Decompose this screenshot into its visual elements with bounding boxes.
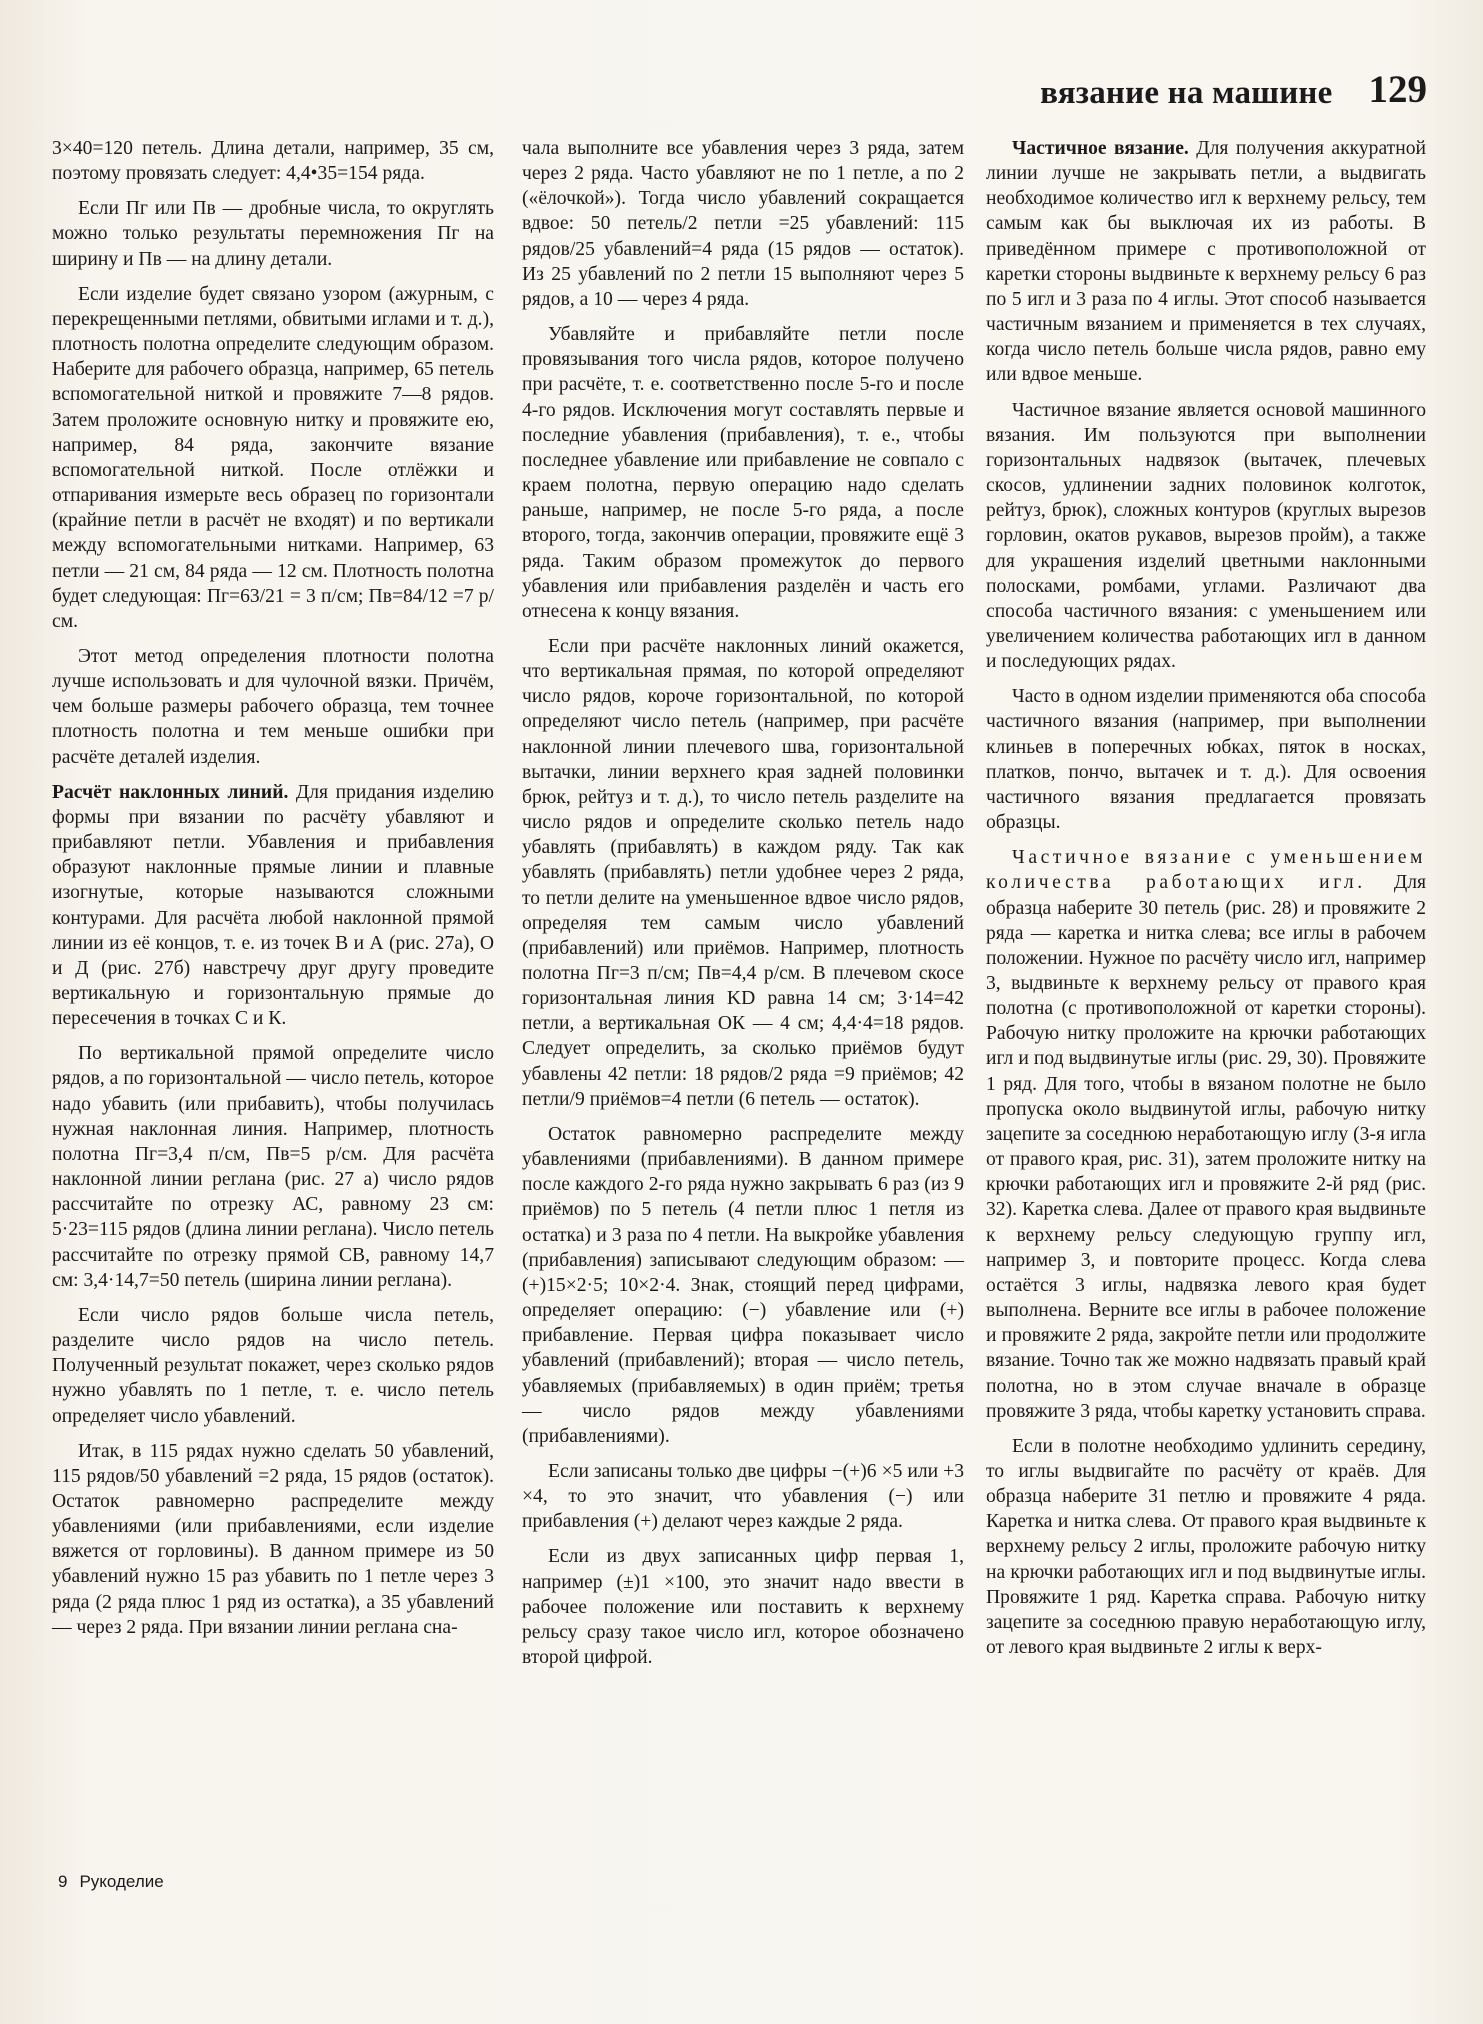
paragraph: Остаток равномерно распределите между убавлениями (прибавлениями). В данном примере после каждого 2-го ряда нужно закрывать 6 раз (из 9 приёмов) по 5 петель (4 петли плюс 1 петля из остатка) и 3 раза по 4 петли. На выкройке убавления (прибавления) записывают следующим образом: —(+)15×2·5; 10×2·4. Знак, стоящий перед цифрами, определяет операцию: (−) убавление или (+) прибавление. Первая цифра показывает число убавлений (прибавлений); вторая — число петель, убавляемых (прибавляемых) в один приём; третья — число рядов между убавлениями (прибавлениями). [522,1123,964,1447]
paragraph: чала выполните все убавления через 3 ряда, затем через 2 ряда. Часто убавляют не по 1 петле, а по 2 («ёлочкой»). Тогда число убавлений сокращается вдвое: 50 петель/2 петли =25 убавлений: 115 рядов/25 убавлений=4 ряда (15 рядов — остаток). Из 25 убавлений по 2 петли 15 выполняют через 5 рядов, а 10 — через 4 ряда. [522,138,964,310]
paragraph-body: Для образца наберите 30 петель (рис. 28) и провяжите 2 ряда — каретка и нитка слева; все иглы в рабочем положении. Нужное по расчёту число игл, например 3, выдвиньте к верхнему рельсу от правого края полотна (с противоположной от каретки стороны). Рабочую нитку проложите на крючки работающих игл и под выдвинутые иглы (рис. 29, 30). Провяжите 1 ряд. Для того, чтобы в вязаном полотне не было пропуска около выдвинутой иглы, рабочую нитку зацепите за соседнюю неработающую иглу (3-я игла от правого края, рис. 31), затем проложите нитку на крючки работающих игл и провяжите 2-й ряд (рис. 32). Каретка слева. Далее от правого края выдвиньте к верхнему рельсу следующую группу игл, например 3, и повторите процесс. Когда слева остаётся 3 иглы, надвязка левого края будет выполнена. Верните все иглы в рабочее положение и провяжите 2 ряда, закройте петли или продолжите вязание. Точно так же можно надвязать правый край полотна, но в этом случае вначале в образце провяжите 3 ряда, чтобы каретку установить справа. [986,872,1426,1422]
page-footer [58,1872,164,1892]
footer-magazine-name: Рукоделие [79,1872,164,1891]
paragraph-heading: Частичное вязание. [1012,138,1189,159]
paragraph: 3×40=120 петель. Длина детали, например, 35 см, поэтому провязать следует: 4,4•35=154 ряда. [52,138,494,185]
paragraph: Если записаны только две цифры −(+)6 ×5 или +3 ×4, то это значит, что убавления (−) или прибавления (+) делают через каждые 2 ряда. [522,1460,964,1533]
paragraph-body: Для придания изделию формы при вязании по расчёту убавляют и прибавляют петли. Убавления и прибавления образуют наклонные прямые линии и плавные изогнутые, которые называются сложными контурами. Для расчёта любой наклонной прямой линии из её концов, т. е. из точек В и А (рис. 27а), О и Д (рис. 27б) навстречу друг другу проведите вертикальную и горизонтальную прямые до пересечения в точках С и К. [52,781,494,1030]
paragraph: Частичное вязание является основой машинного вязания. Им пользуются при выполнении горизонтальных надвязок (вытачек, плечевых скосов, удлинении задних половинок колготок, рейтуз, брюк), сложных контуров (круглых вырезов горловин, окатов рукавов, вырезов пройм), а также для украшения изделий цветными наклонными полосками, ромбами, углами. Различают два способа частичного вязания: с уменьшением или увеличением количества работающих игл в данном и последующих рядах. [986,399,1426,673]
paragraph: Если из двух записанных цифр первая 1, например (±)1 ×100, это значит надо ввести в рабочее положение или поставить к верхнему рельсу сразу такое число игл, которое обозначено второй цифрой. [522,1546,964,1669]
paragraph: Если при расчёте наклонных линий окажется, что вертикальная прямая, по которой определяют число рядов, короче горизонтальной, по которой определяют число петель (например, при расчёте наклонной линии плечевого шва, горизонтальной вытачки, линии верхнего края задней половинки брюк, рейтуз и т. д.), то число петель разделите на число рядов и определите сколько петель надо убавлять (прибавлять) в каждом ряду. Так как убавлять (прибавлять) петли удобнее через 2 ряда, то петли делите на уменьшенное вдвое число рядов, определяя тем самым число убавлений (прибавлений) или приёмов. Например, плотность полотна Пг=3 п/см; Пв=4,4 р/см. В плечевом скосе горизонтальная линия KD равна 14 см; 3·14=42 петли, а вертикальная ОК — 4 см; 4,4·4=18 рядов. Следует определить, за сколько приёмов будут убавлены 42 петли: 18 рядов/2 ряда =9 приёмов; 42 петли/9 приёмов=4 петли (6 петель — остаток). [522,635,964,1110]
paragraph: Если число рядов больше числа петель, разделите число рядов на число петель. Полученный результат покажет, через сколько рядов нужно убавлять по 1 петле, т. е. число петель определяет число убавлений. [52,1304,494,1427]
page-header [1040,64,1427,112]
section-title: вязание на машине [1040,75,1333,111]
footer-number: 9 [58,1872,68,1891]
paragraph: Часто в одном изделии применяются оба способа частичного вязания (например, при выполнении клиньев в поперечных юбках, пяток в носках, платков, пончо, вытачек и т. д.). Для освоения частичного вязания предлагается провязать образцы. [986,686,1426,834]
text-column-3 [986,136,1426,1660]
paragraph: Если Пг или Пв — дробные числа, то округлять можно только результаты перемножения Пг на ширину и Пв — на длину детали. [52,198,494,270]
paragraph-heading: Частичное вязание с уменьшением количества работающих игл. [986,847,1426,894]
paragraph: По вертикальной прямой определите число рядов, а по горизонтальной — число петель, которое надо убавить (или прибавить), чтобы получилась нужная наклонная линия. Например, плотность полотна Пг=3,4 п/см, Пв=5 р/см. Для расчёта наклонной линии реглана (рис. 27 а) число рядов рассчитайте по отрезку АС, равному 23 см: 5·23=115 рядов (длина линии реглана). Число петель рассчитайте по отрезку прямой СВ, равному 14,7 см: 3,4·14,7=50 петель (ширина линии реглана). [52,1043,494,1291]
paragraph-heading: Расчёт наклонных линий. [52,781,289,803]
paragraph-with-heading [986,845,1426,1424]
page-number: 129 [1368,68,1427,111]
paragraph: Итак, в 115 рядах нужно сделать 50 убавлений, 115 рядов/50 убавлений =2 ряда, 15 рядов (остаток). Остаток равномерно распределите между убавлениями (или прибавлениями, если изделие вяжется от горловины). В данном примере из 50 убавлений нужно 15 раз убавить по 1 петле через 3 ряда (2 ряда плюс 1 ряд из остатка), а 35 убавлений — через 2 ряда. При вязании линии реглана сна- [52,1440,494,1638]
paragraph: Этот метод определения плотности полотна лучше использовать и для чулочной вязки. Причём, чем больше размеры рабочего образца, тем точнее плотность полотна и тем меньше ошибки при расчёте деталей изделия. [52,645,494,768]
paragraph-with-heading [986,136,1426,388]
paragraph-with-heading [52,780,494,1032]
text-column-1 [52,136,494,1640]
paragraph: Если изделие будет связано узором (ажурным, с перекрещенными петлями, обвитыми иглами и т. д.), плотность полотна определите следующим образом. Наберите для рабочего образца, например, 65 петель вспомогательной ниткой и провяжите 7—8 рядов. Затем проложите основную нитку и провяжите ею, например, 84 ряда, закончите вязание вспомогательной ниткой. После отлёжки и отпаривания измерьте весь образец по горизонтали (крайние петли в расчёт не входят) и по вертикали между вспомогательными нитками. Например, 63 петли — 21 см, 84 ряда — 12 см. Плотность полотна будет следующая: Пг=63/21 = 3 п/см; Пв=84/12 =7 р/см. [52,283,494,632]
paragraph: Если в полотне необходимо удлинить середину, то иглы выдвигайте по расчёту от краёв. Для образца наберите 31 петлю и провяжите 4 ряда. Каретка и нитка слева. От правого края выдвиньте к верхнему рельсу 2 иглы, проложите рабочую нитку на крючки работающих игл и под выдвинутые иглы. Провяжите 1 ряд. Каретка справа. Рабочую нитку зацепите за соседнюю правую неработающую иглу, от левого края выдвиньте 2 иглы к верх- [986,1435,1426,1659]
paragraph-body: Для получения аккуратной линии лучше не закрывать петли, а выдвигать необходимое количество игл к верхнему рельсу, тем самым как бы выключая их из работы. В приведённом примере с противоположной от каретки стороны выдвиньте к верхнему рельсу 6 раз по 5 игл и 3 раза по 4 иглы. Этот способ называется частичным вязанием и применяется в тех случаях, когда число петель больше числа рядов, равно ему или вдвое меньше. [986,138,1426,386]
paragraph: Убавляйте и прибавляйте петли после провязывания того числа рядов, которое получено при расчёте, т. е. соответственно после 5-го и после 4-го рядов. Исключения могут составлять первые и последние убавления (прибавления), т. е., чтобы последнее убавление или прибавление не совпало с краем полотна, первую операцию надо сделать раньше, например, не после 5-го ряда, а после второго, тогда, закончив операции, провяжите ещё 3 ряда. Таким образом промежуток до первого убавления или прибавления разделён и часть его отнесена к концу вязания. [522,324,964,622]
text-column-2 [522,136,964,1670]
